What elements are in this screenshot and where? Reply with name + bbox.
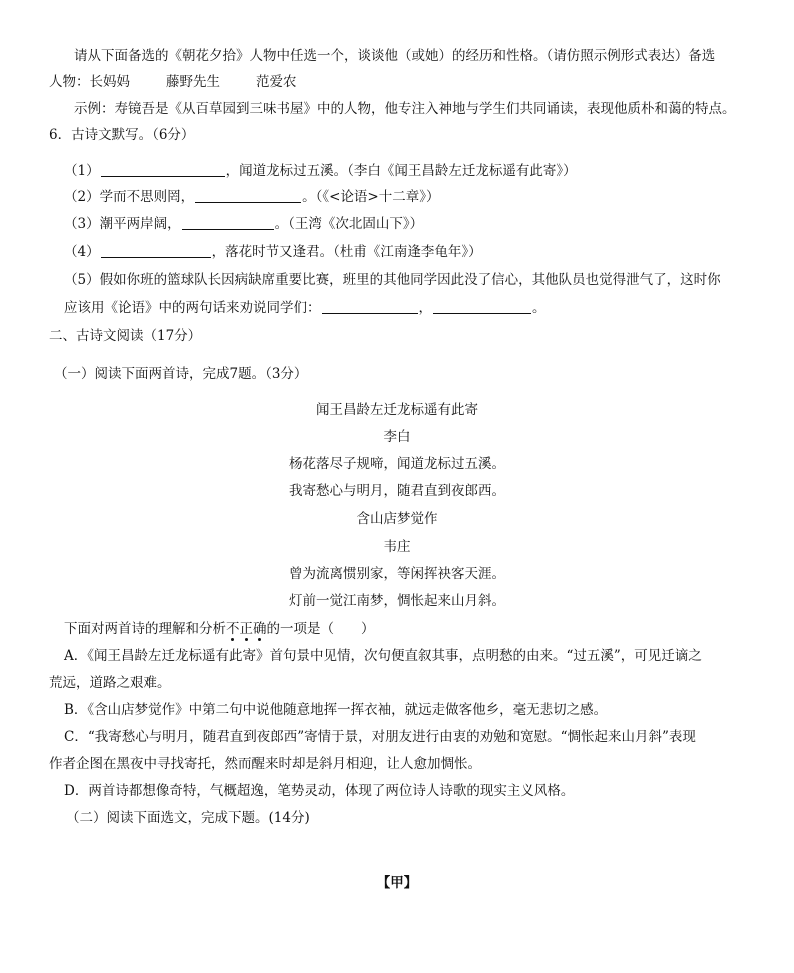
q7-stem: 下面对两首诗的理解和分析不正确的一项是（ ） — [64, 621, 375, 637]
answer-blank-6[interactable] — [433, 299, 531, 314]
q7-option-d: D．两首诗都想像奇特，气概超逸，笔势灵动，体现了两位诗人诗歌的现实主义风格。 — [64, 783, 575, 799]
poem-1-author: 李白 — [383, 429, 411, 445]
q6-item1: （1） ，闻道龙标过五溪。（李白《闻王昌龄左迁龙标遥有此寄》） — [64, 163, 577, 179]
q5-example: 示例：寿镜吾是《从百草园到三味书屋》中的人物，他专注入神地与学生们共同诵读，表现他质朴和蔼的特点。 — [74, 101, 736, 117]
candidate-2: 藤野先生 — [166, 74, 220, 90]
q5-line2 — [49, 72, 297, 92]
q7-option-a-line2: 荒远，道路之艰难。 — [49, 675, 171, 691]
q6-item2: （2）学而不思则罔， 。（《<论语>十二章》） — [64, 189, 440, 205]
q7-option-c-line2: 作者企图在黑夜中寻找寄托，然而醒来时却是斜月相迎，让人愈加惆怅。 — [49, 756, 481, 772]
poem-1-title: 闻王昌龄左迁龙标遥有此寄 — [316, 402, 478, 418]
answer-blank-2[interactable] — [195, 188, 301, 203]
poem-2-title: 含山店梦觉作 — [356, 511, 438, 527]
q6-title: 6．古诗文默写。（6分） — [49, 127, 195, 143]
passage-jia-label: 【甲】 — [376, 875, 418, 891]
q6-item5-line2: 应该用《论语》中的两句话来劝说同学们： ， 。 — [64, 300, 546, 316]
q5-candidates-label: 人物： — [49, 74, 90, 90]
poem-2-author: 韦庄 — [383, 539, 411, 555]
q7-option-b: B．《含山店梦觉作》中第二句中说他随意地挥一挥衣袖，就远走做客他乡，毫无悲切之感。 — [64, 702, 608, 718]
answer-blank-1[interactable] — [101, 162, 225, 177]
section-2-title: 二、古诗文阅读（17分） — [49, 328, 202, 344]
q7-option-a-line1: A．《闻王昌龄左迁龙标遥有此寄》首句景中见情，次句便直叙其事，点明愁的由来。“过五溪”，可见迁谪之 — [64, 648, 702, 664]
poem-1-line1: 杨花落尽子规啼，闻道龙标过五溪。 — [289, 456, 505, 472]
poem-2-line1: 曾为流离惯别家，等闲挥袂客天涯。 — [289, 566, 505, 582]
q5-line1: 请从下面备选的《朝花夕拾》人物中任选一个，谈谈他（或她）的经历和性格。（请仿照示例形式表达）备选 — [74, 48, 716, 64]
poem-2-line2: 灯前一觉江南梦，惆怅起来山月斜。 — [289, 593, 505, 609]
q7-option-c-line1: C．“我寄愁心与明月，随君直到夜郎西”寄情于景，对朋友进行由衷的劝勉和宽慰。“惆怅起来山月斜”表现 — [64, 729, 696, 745]
candidate-1: 长妈妈 — [89, 74, 130, 90]
q6-item3: （3）潮平两岸阔， 。（王湾《次北固山下》） — [64, 216, 424, 232]
poem-1-line2: 我寄愁心与明月，随君直到夜郎西。 — [289, 483, 505, 499]
q6-item4: （4） ，落花时节又逢君。（杜甫《江南逢李龟年》） — [64, 244, 482, 260]
answer-blank-4[interactable] — [101, 243, 211, 258]
q6-item5-line1: （5）假如你班的篮球队长因病缺席重要比赛，班里的其他同学因此没了信心，其他队员也觉得泄气了，这时你 — [64, 272, 721, 288]
candidate-3: 范爱农 — [256, 74, 297, 90]
part-2-title: （二）阅读下面选文，完成下题。(14分) — [66, 810, 310, 826]
part-1-title: （一）阅读下面两首诗，完成7题。（3分） — [54, 366, 308, 382]
answer-blank-3[interactable] — [182, 215, 274, 230]
answer-blank-5[interactable] — [322, 299, 418, 314]
